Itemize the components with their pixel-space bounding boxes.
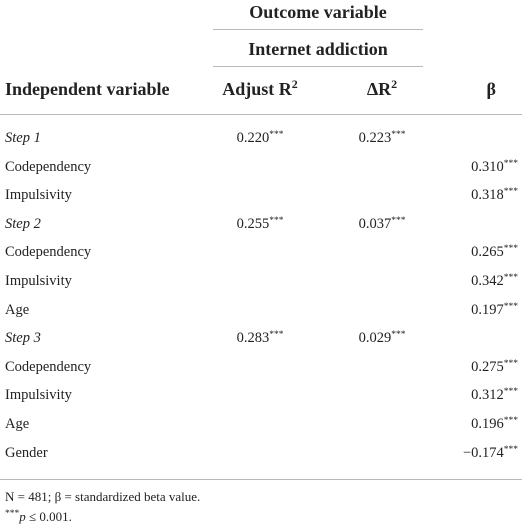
beta-value: 0.265*** xyxy=(471,244,518,260)
adjust-r2-value: 0.220*** xyxy=(236,130,284,146)
beta-value: 0.318*** xyxy=(471,187,518,203)
beta-value: 0.342*** xyxy=(471,273,518,289)
delta-r2-value: 0.223*** xyxy=(358,130,406,146)
beta-column-header: β xyxy=(486,79,496,99)
adjust-r2-column-header: Adjust $R^2$ xyxy=(222,77,298,99)
dependent-underline xyxy=(213,66,423,67)
beta-value: 0.312*** xyxy=(471,387,518,403)
variable-label: Age xyxy=(5,416,30,432)
delta-r2-column-header: $\Delta R^2$ xyxy=(366,77,398,99)
adjust-r2-value: 0.283*** xyxy=(236,330,284,346)
step-label: Step 1 xyxy=(5,130,41,146)
variable-label: Gender xyxy=(5,445,48,461)
variable-label: Impulsivity xyxy=(5,387,72,403)
variable-label: Age xyxy=(5,302,30,318)
beta-value: 0.196*** xyxy=(471,416,518,432)
table-note-significance: ***p ≤ 0.001. xyxy=(5,509,72,524)
variable-label: Codependency xyxy=(5,244,92,260)
header-bottom-rule xyxy=(0,114,522,115)
table-bottom-rule xyxy=(0,479,522,480)
variable-label: Impulsivity xyxy=(5,273,72,289)
variable-label: Codependency xyxy=(5,359,92,375)
beta-value: 0.310*** xyxy=(471,159,518,175)
beta-value: 0.275*** xyxy=(471,359,518,375)
outcome-variable-header: Outcome variable xyxy=(249,2,387,22)
variable-label: Impulsivity xyxy=(5,187,72,203)
variable-label: Codependency xyxy=(5,159,92,175)
independent-variable-column-header: Independent variable xyxy=(5,79,170,99)
delta-r2-value: 0.029*** xyxy=(358,330,406,346)
delta-r2-value: 0.037*** xyxy=(358,216,406,232)
adjust-r2-value: 0.255*** xyxy=(236,216,284,232)
dependent-variable-header: Internet addiction xyxy=(248,39,388,59)
table-note-definitions: N = 481; β = standardized beta value. xyxy=(5,489,201,504)
step-label: Step 3 xyxy=(5,330,41,346)
beta-value: 0.197*** xyxy=(471,302,518,318)
step-label: Step 2 xyxy=(5,216,41,232)
outcome-underline xyxy=(213,29,423,30)
beta-value: −0.174*** xyxy=(462,445,518,461)
